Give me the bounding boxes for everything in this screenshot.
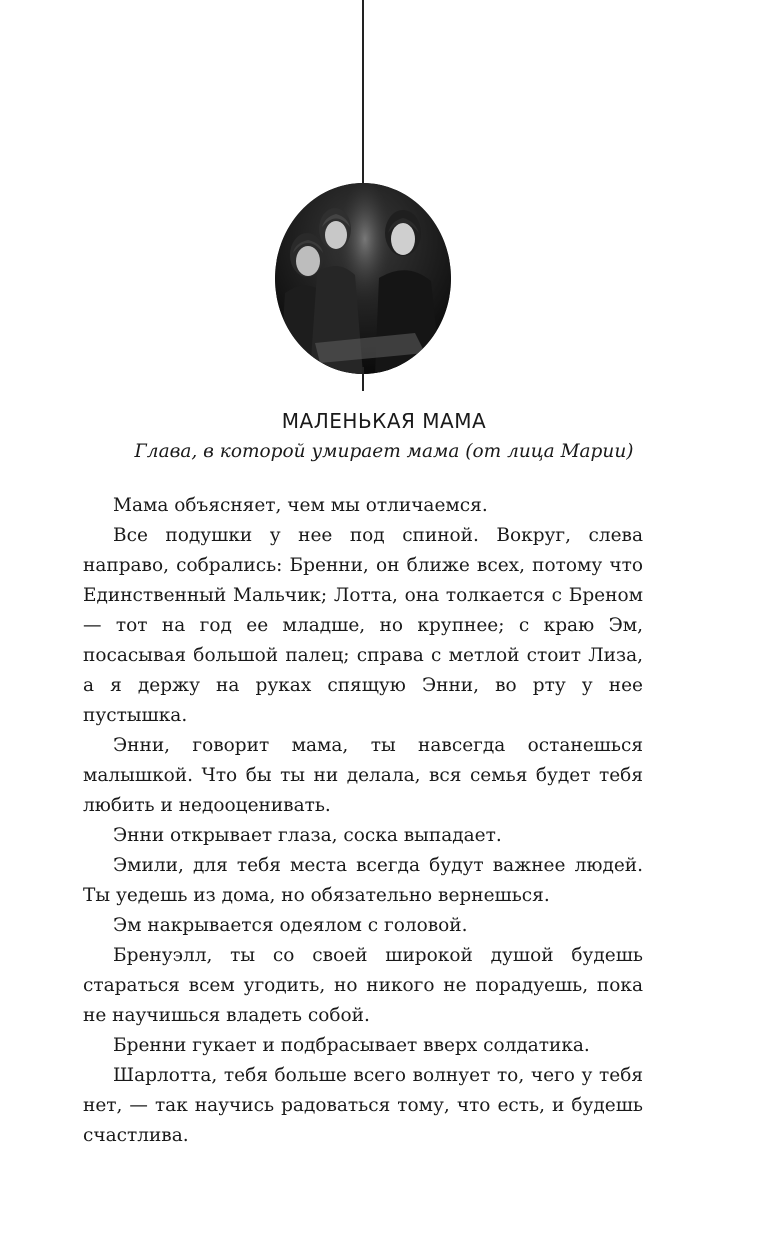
paragraph: Эм накрывается одеялом с головой.	[113, 915, 468, 936]
chapter-body	[83, 491, 643, 1151]
oval-portrait-image	[275, 183, 451, 374]
paragraph: Шарлотта, тебя больше всего волнует то, чего у тебя нет, — так научись радоваться тому, что есть, и будешь счастлива.	[83, 1065, 643, 1146]
chapter-subtitle: Глава, в которой умирает мама (от лица Марии)	[134, 441, 634, 462]
paragraph: Энни открывает глаза, соска выпадает.	[113, 825, 502, 846]
paragraph: Мама объясняет, чем мы отличаемся.	[113, 495, 488, 516]
hanging-thread-bottom	[362, 367, 364, 391]
paragraph: Все подушки у нее под спиной. Вокруг, слева направо, собрались: Бренни, он ближе всех, потому что Единственный Мальчик; Лотта, она толкается с Бреном — тот на год ее младше, но крупнее; с краю Эм, посасывая большой палец; справа с метлой стоит Лиза, а я держу на руках спящую Энни, во рту у нее пустышка.	[83, 525, 643, 726]
paragraph: Энни, говорит мама, ты навсегда останешься малышкой. Что бы ты ни делала, вся семья будет тебя любить и недооценивать.	[83, 735, 643, 816]
paragraph: Бренни гукает и подбрасывает вверх солдатика.	[113, 1035, 590, 1056]
hanging-thread-top	[362, 0, 364, 186]
paragraph: Бренуэлл, ты со своей широкой душой будешь стараться всем угодить, но никого не порадуешь, пока не научишься владеть собой.	[83, 945, 643, 1026]
chapter-title: МАЛЕНЬКАЯ МАМА	[281, 409, 487, 433]
paragraph: Эмили, для тебя места всегда будут важнее людей. Ты уедешь из дома, но обязательно вернешься.	[83, 855, 643, 906]
